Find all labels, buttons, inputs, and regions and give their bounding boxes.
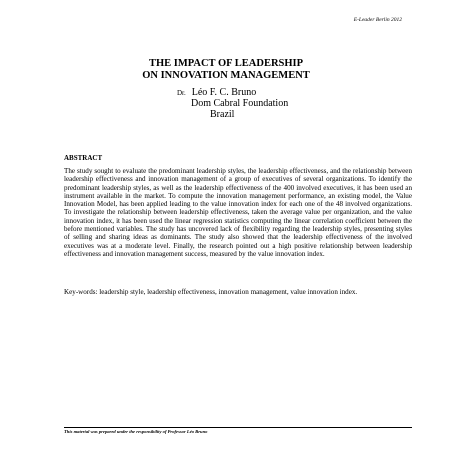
author-affiliation: Dom Cabral Foundation	[191, 98, 289, 109]
paper-title-line-2: ON INNOVATION MANAGEMENT	[142, 70, 310, 81]
author-title-prefix: Dr.	[177, 89, 186, 97]
abstract-heading: ABSTRACT	[64, 154, 103, 162]
paper-title-line-1: THE IMPACT OF LEADERSHIP	[148, 58, 304, 69]
abstract-body: The study sought to evaluate the predominant leadership styles, the leadership effectiveness, and the relationship between leadership effectiveness and innovation management of a group of executives of several organizations. To identify the predominant leadership styles, as well as the leadership effectiveness of the 400 involved executives, it has been used an instrument available in the market. To compute the innovation management performance, an existing model, the Value Innovation Model, has been applied leading to the value innovation index for each one of the 48 involved organizations. To investigate the relationship between leadership effectiveness, taken the average value per organization, and the value innovation index, it has been used the linear regression statistics computing the linear correlation coefficient between the before mentioned variables. The study has uncovered lack of flexibility regarding the leadership styles, presenting styles of selling and sharing ideas as dominants. The study also showed that the leadership effectiveness of the involved executives was at a moderate level. Finally, the research pointed out a high positive relationship between leadership effectiveness and innovation management success, measured by the value innovation index.	[64, 167, 412, 258]
conference-header-note: E-Leader Berlin 2012	[353, 17, 402, 23]
footer-divider	[64, 427, 412, 428]
author-country: Brazil	[210, 109, 235, 120]
footer-note: This material was prepared under the responsibility of Professor Léo Bruno	[64, 429, 208, 434]
keywords-paragraph: Key-words: leadership style, leadership effectiveness, innovation management, value innovation index.	[64, 288, 358, 296]
paper-title	[0, 58, 452, 82]
author-name: Léo F. C. Bruno	[191, 87, 257, 98]
